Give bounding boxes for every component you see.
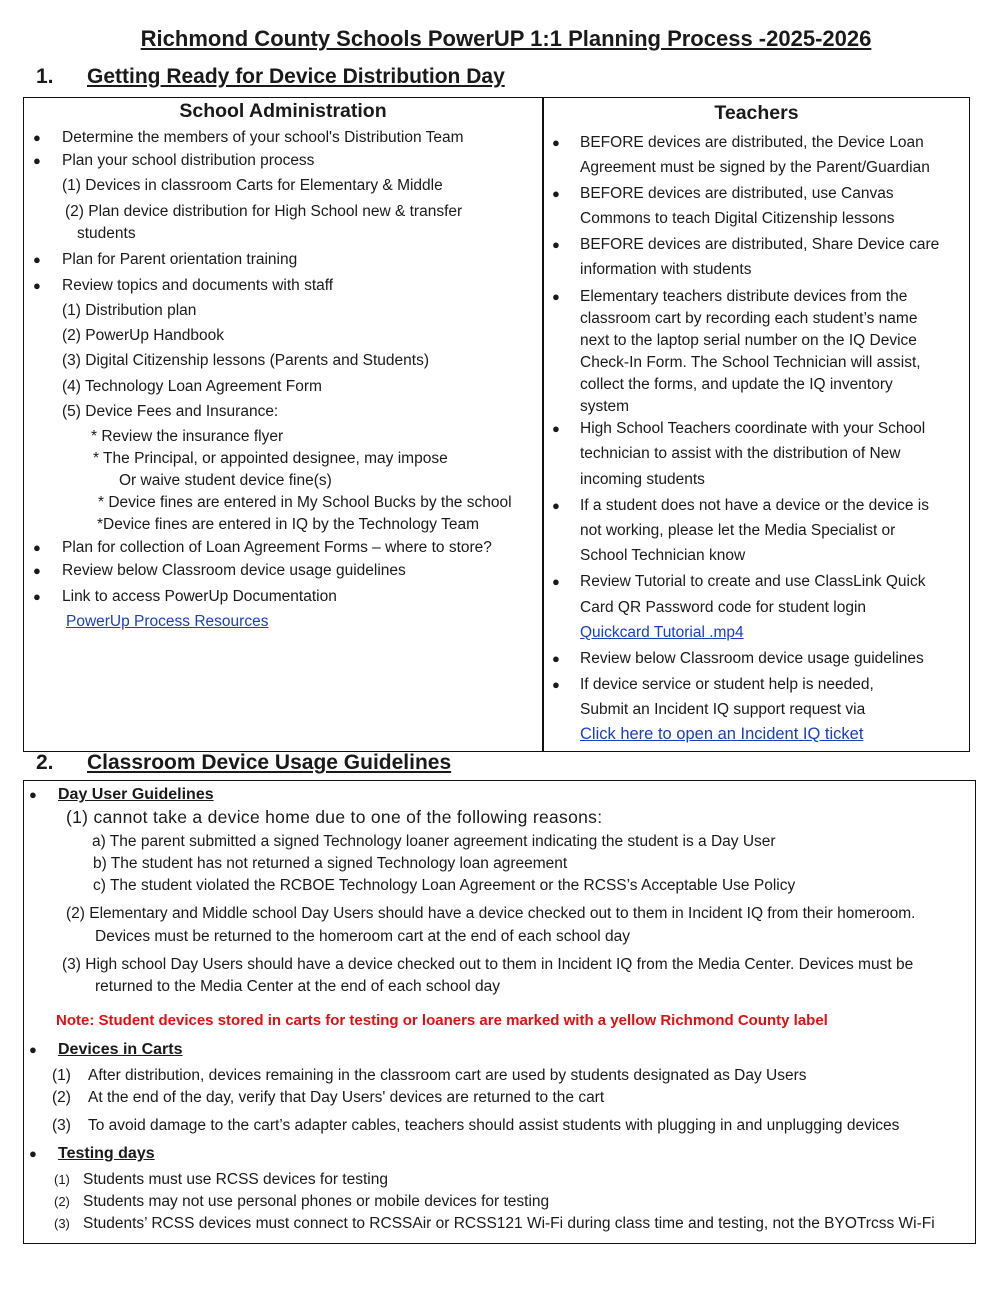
admin-item: Plan for Parent orientation training [62,251,298,268]
day-user-reason: c) The student violated the RCBOE Technology Loan Agreement or the RCSS’s Acceptable Use Policy [93,877,796,894]
admin-item: Review below Classroom device usage guidelines [62,562,406,579]
teacher-item: Review Tutorial to create and use ClassLink Quick [580,573,926,590]
carts-item-number: (2) [52,1089,71,1106]
day-user-reason: b) The student has not returned a signed Technology loan agreement [93,855,568,872]
testing-item-number: (1) [54,1172,70,1187]
admin-note-cont: Or waive student device fine(s) [119,472,332,489]
bullet: ● [33,540,41,555]
teacher-item: If device service or student help is needed, [580,676,874,693]
day-user-reason-intro: (1) cannot take a device home due to one of the following reasons: [66,807,603,827]
bullet: ● [33,589,41,604]
bullet: ● [33,563,41,578]
teacher-item: If a student does not have a device or the device is [580,497,929,514]
admin-item: Determine the members of your school's Distribution Team [62,129,464,146]
carts-item: At the end of the day, verify that Day Users' devices are returned to the cart [88,1089,605,1106]
teacher-item: BEFORE devices are distributed, use Canvas [580,185,894,202]
teacher-item: BEFORE devices are distributed, Share Device care [580,236,940,253]
testing-item-number: (2) [54,1194,70,1209]
bullet: ● [552,677,560,692]
column-divider [542,97,544,752]
admin-item: Link to access PowerUp Documentation [62,588,337,605]
day-user-reason: a) The parent submitted a signed Technology loaner agreement indicating the student is a Day User [92,833,776,850]
teacher-item-cont: School Technician know [580,547,746,564]
carts-item-number: (3) [52,1117,71,1134]
admin-subitem: (1) Distribution plan [62,302,197,319]
powerup-resources-link[interactable]: PowerUp Process Resources [66,613,269,630]
bullet: ● [33,278,41,293]
admin-subitem: (4) Technology Loan Agreement Form [62,378,322,395]
admin-note: * The Principal, or appointed designee, may impose [93,450,448,467]
admin-item: Review topics and documents with staff [62,277,334,294]
testing-item: Students may not use personal phones or mobile devices for testing [83,1193,550,1210]
bullet: ● [552,651,560,666]
day-user-item: (3) High school Day Users should have a device checked out to them in Incident IQ from the Media Center. Devices must be [62,956,914,973]
teacher-item-cont: system [580,398,630,415]
teacher-item-cont: information with students [580,261,752,278]
teacher-item: Review below Classroom device usage guidelines [580,650,924,667]
admin-subitem: (3) Digital Citizenship lessons (Parents and Students) [62,352,430,369]
bullet: ● [29,1146,37,1161]
page-title: Richmond County Schools PowerUP 1:1 Planning Process -2025-2026 [140,26,872,51]
day-user-item: (2) Elementary and Middle school Day Users should have a device checked out to them in Incident IQ from their homeroom. [66,905,916,922]
teachers-column-heading: Teachers [714,102,799,124]
admin-item: Plan for collection of Loan Agreement Forms – where to store? [62,539,492,556]
teacher-item-cont: Check-In Form. The School Technician will assist, [580,354,921,371]
section-2-number: 2. [36,751,54,774]
day-user-item-cont: Devices must be returned to the homeroom cart at the end of each school day [95,928,631,945]
admin-subitem: (2) Plan device distribution for High School new & transfer [65,203,463,220]
yellow-label-note: Note: Student devices stored in carts for testing or loaners are marked with a yellow Richmond County label [56,1012,828,1029]
admin-subitem: (1) Devices in classroom Carts for Elementary & Middle [62,177,443,194]
bullet: ● [33,252,41,267]
section-1-number: 1. [36,65,54,88]
teacher-item-cont: classroom cart by recording each student’s name [580,310,918,327]
admin-column-heading: School Administration [179,100,387,122]
bullet: ● [552,498,560,513]
bullet: ● [552,186,560,201]
teacher-item-cont: Submit an Incident IQ support request via [580,701,866,718]
admin-subitem-cont: students [77,225,136,242]
day-user-item-cont: returned to the Media Center at the end of each school day [95,978,500,995]
testing-item-number: (3) [54,1216,70,1231]
carts-item: To avoid damage to the cart’s adapter cables, teachers should assist students with plugging in and unplugging devices [88,1117,900,1134]
admin-note: * Review the insurance flyer [91,428,284,445]
teacher-item-cont: Commons to teach Digital Citizenship lessons [580,210,895,227]
bullet: ● [29,787,37,802]
teacher-item-cont: Agreement must be signed by the Parent/Guardian [580,159,930,176]
teacher-item-cont: Card QR Password code for student login [580,599,867,616]
teacher-item-cont: next to the laptop serial number on the IQ Device [580,332,917,349]
carts-item: After distribution, devices remaining in the classroom cart are used by students designated as Day Users [88,1067,807,1084]
testing-item: Students must use RCSS devices for testing [83,1171,388,1188]
admin-item: Plan your school distribution process [62,152,315,169]
devices-in-carts-heading: Devices in Carts [58,1041,183,1058]
section-2-heading: Classroom Device Usage Guidelines [87,751,452,774]
teacher-item-cont: collect the forms, and update the IQ inventory [580,376,893,393]
teacher-item: High School Teachers coordinate with your School [580,420,926,437]
bullet: ● [33,130,41,145]
admin-note: *Device fines are entered in IQ by the Technology Team [97,516,479,533]
teacher-item-cont: technician to assist with the distribution of New [580,445,901,462]
bullet: ● [552,237,560,252]
testing-item: Students’ RCSS devices must connect to RCSSAir or RCSS121 Wi-Fi during class time and testing, not the BYOTrcss Wi-Fi [83,1215,935,1232]
day-user-heading: Day User Guidelines [58,786,214,803]
admin-note: * Device fines are entered in My School Bucks by the school [98,494,512,511]
bullet: ● [552,135,560,150]
admin-subitem: (2) PowerUp Handbook [62,327,224,344]
teacher-item: Elementary teachers distribute devices from the [580,288,908,305]
admin-subitem: (5) Device Fees and Insurance: [62,403,279,420]
teacher-item: BEFORE devices are distributed, the Device Loan [580,134,924,151]
bullet: ● [33,153,41,168]
testing-days-heading: Testing days [58,1145,155,1162]
bullet: ● [552,289,560,304]
bullet: ● [29,1042,37,1057]
carts-item-number: (1) [52,1067,71,1084]
quickcard-tutorial-link[interactable]: Quickcard Tutorial .mp4 [580,624,744,641]
teacher-item-cont: not working, please let the Media Specialist or [580,522,896,539]
incident-iq-ticket-link[interactable]: Click here to open an Incident IQ ticket [580,725,864,743]
bullet: ● [552,574,560,589]
section-1-heading: Getting Ready for Device Distribution Day [87,65,505,88]
bullet: ● [552,421,560,436]
teacher-item-cont: incoming students [580,471,705,488]
